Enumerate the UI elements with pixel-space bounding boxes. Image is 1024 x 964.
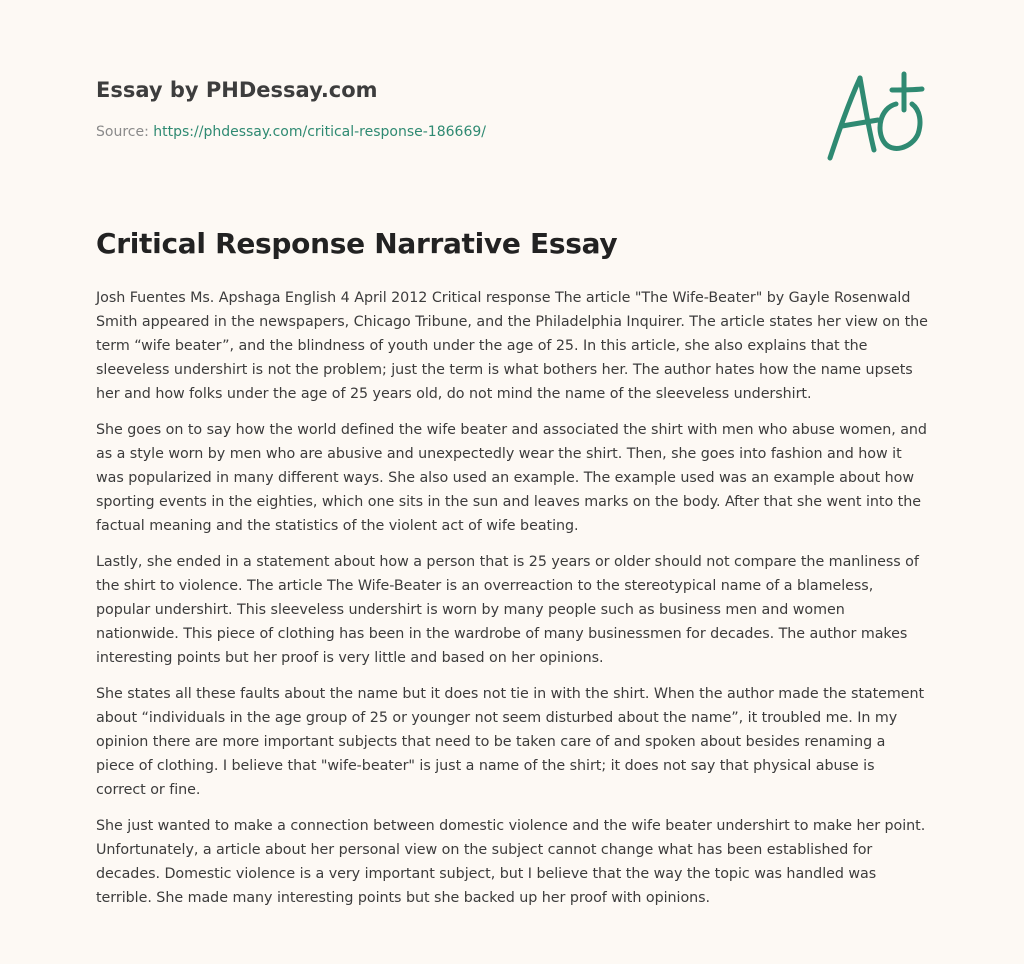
essay-paragraph: Lastly, she ended in a statement about how a person that is 25 years or older should not compare the manliness of the shirt to violence. The article The Wife-Beater is an overreaction to the stereotypical name of a blameless, popular undershirt. This sleeveless undershirt is worn by many people such as business men and women nationwide. This piece of clothing has been in the wardrobe of many businessmen for decades. The author makes interesting points but her proof is very little and based on her opinions.: [96, 554, 919, 666]
essay-paragraph: She goes on to say how the world defined the wife beater and associated the shirt with men who abuse women, and as a style worn by men who are abusive and unexpectedly wear the shirt. Then, she goes into fashion and how it was popularized in many different ways. She also used an example. The example used was an example about how sporting events in the eighties, which one sits in the sun and leaves marks on the body. After that she went into the factual meaning and the statistics of the violent act of wife beating.: [96, 422, 927, 534]
essay-paragraph: Josh Fuentes Ms. Apshaga English 4 April 2012 Critical response The article "The Wife-Beater" by Gayle Rosenwald Smith appeared in the newspapers, Chicago Tribune, and the Philadelphia Inquirer. The article states her view on the term “wife beater”, and the blindness of youth under the age of 25. In this article, she also explains that the sleeveless undershirt is not the problem; just the term is what bothers her. The author hates how the name upsets her and how folks under the age of 25 years old, do not mind the name of the sleeveless undershirt.: [96, 290, 928, 402]
site-title: Essay by PHDessay.com: [96, 78, 378, 102]
essay-paragraph: She states all these faults about the name but it does not tie in with the shirt. When the author made the statement about “individuals in the age group of 25 or younger not seem disturbed about the name”, it troubled me. In my opinion there are more important subjects that need to be taken care of and spoken about besides renaming a piece of clothing. I believe that "wife-beater" is just a name of the shirt; it does not say that physical abuse is correct or fine.: [96, 686, 925, 798]
essay-body: [96, 286, 928, 922]
essay-title: Critical Response Narrative Essay: [96, 227, 618, 260]
header: [96, 76, 796, 142]
source-line: [96, 122, 796, 142]
a-plus-icon: [818, 64, 930, 168]
essay-paragraph: She just wanted to make a connection between domestic violence and the wife beater undershirt to make her point. Unfortunately, a article about her personal view on the subject cannot change what has been established for decades. Domestic violence is a very important subject, but I believe that the way the topic was handled was terrible. She made many interesting points but she backed up her proof with opinions.: [96, 818, 926, 906]
source-label: Source:: [96, 124, 149, 140]
source-link[interactable]: https://phdessay.com/critical-response-186669/: [153, 124, 486, 140]
